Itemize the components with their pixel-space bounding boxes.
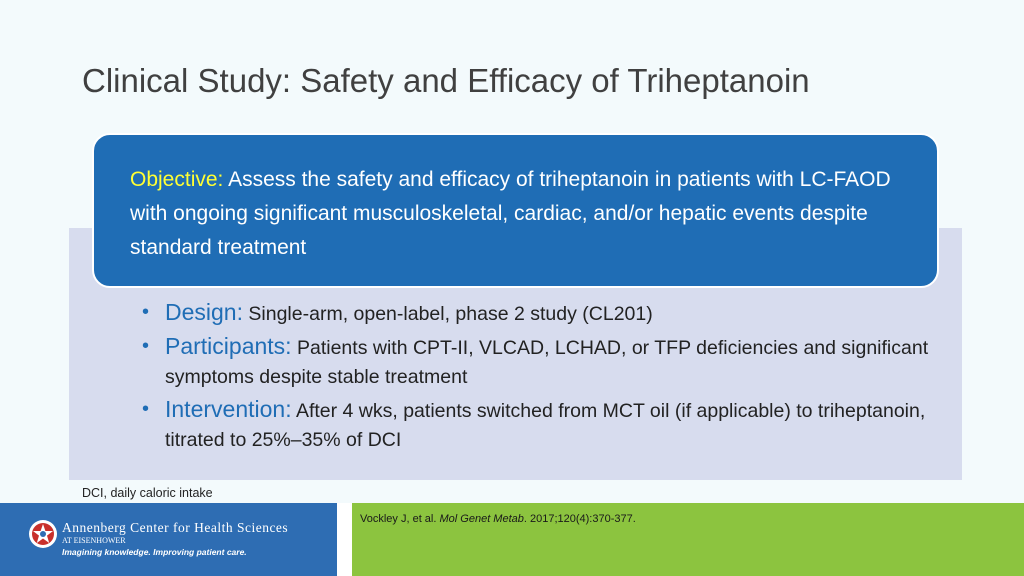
list-item-participants: [140, 332, 930, 392]
footer-logo-area: [0, 503, 337, 576]
citation-journal: Mol Genet Metab: [439, 513, 524, 525]
slide-title: Clinical Study: Safety and Efficacy of Triheptanoin: [82, 62, 810, 99]
objective-text: Assess the safety and efficacy of triheptanoin in patients with LC-FAOD with ongoing significant musculoskeletal, cardiac, and/or hepatic events despite standard treatment: [130, 168, 891, 259]
list-item-intervention: [140, 395, 930, 455]
bullet-icon: •: [142, 301, 150, 323]
objective-box: [92, 133, 939, 288]
bullet-label: Design:: [165, 299, 243, 325]
bullet-icon: •: [142, 398, 150, 420]
logo-subtitle: AT EISENHOWER: [62, 536, 126, 545]
bullet-label: Intervention:: [165, 396, 292, 422]
footer-citation-area: [352, 503, 1024, 576]
bullet-label: Participants:: [165, 333, 292, 359]
bullet-text: Patients with CPT-II, VLCAD, LCHAD, or TFP deficiencies and significant symptoms despite stable treatment: [165, 337, 929, 388]
citation: [360, 513, 636, 525]
footnote: DCI, daily caloric intake: [82, 486, 213, 500]
bullet-text: After 4 wks, patients switched from MCT oil (if applicable) to triheptanoin, titrated to 25%–35% of DCI: [165, 400, 926, 451]
bullet-text: Single-arm, open-label, phase 2 study (CL201): [248, 303, 653, 325]
citation-authors: Vockley J, et al.: [360, 513, 437, 525]
logo-name: Annenberg Center for Health Sciences: [62, 520, 289, 535]
footer-bar: [0, 503, 1024, 576]
list-item-design: [140, 298, 930, 329]
bullet-icon: •: [142, 335, 150, 357]
study-details-list: [140, 298, 930, 458]
logo-tagline: Imagining knowledge. Improving patient care.: [62, 547, 247, 557]
footer-divider: [337, 503, 352, 576]
objective-label: Objective:: [130, 168, 224, 191]
citation-details: . 2017;120(4):370-377.: [523, 513, 636, 525]
star-logo-icon: [28, 519, 58, 549]
